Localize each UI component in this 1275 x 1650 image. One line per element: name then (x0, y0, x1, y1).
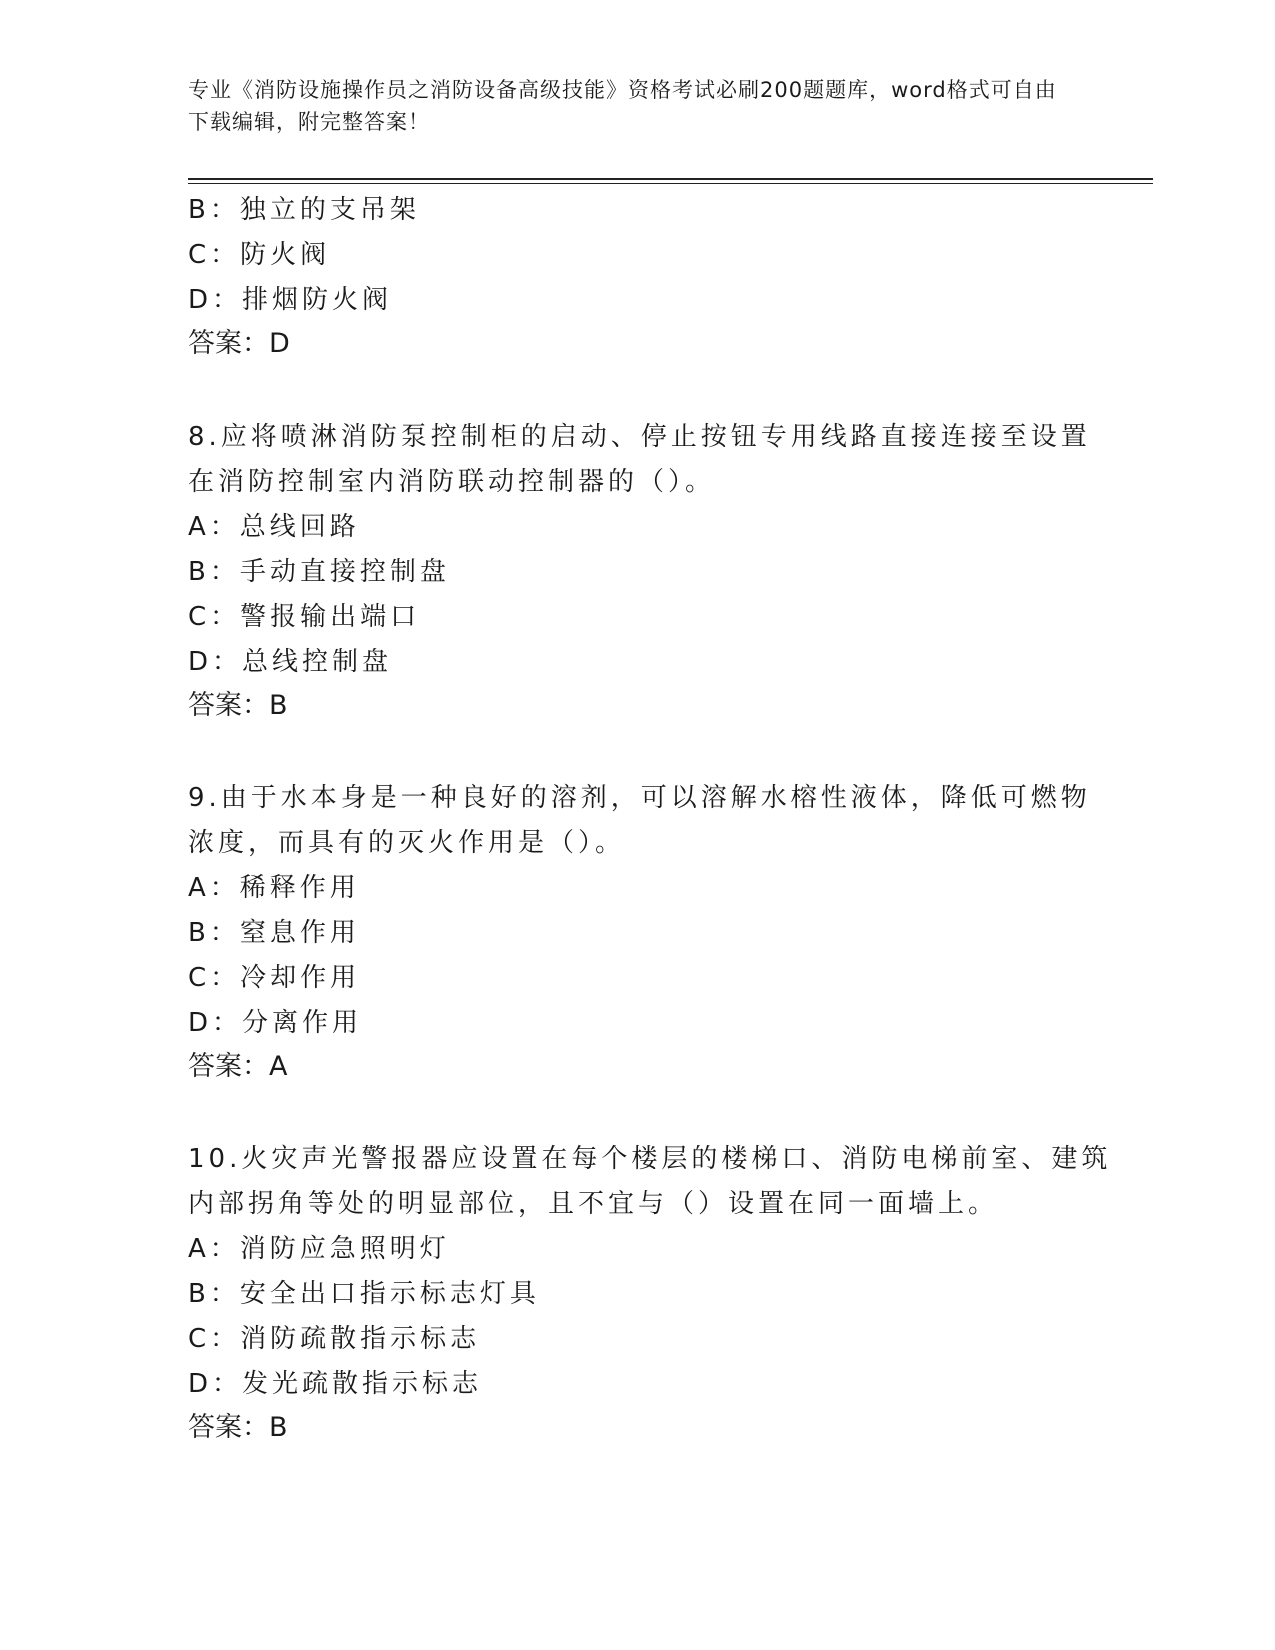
option-d: D：分离作用 (188, 1008, 363, 1038)
option-b: B：独立的支吊架 (188, 195, 420, 225)
question-9-text-cont: 浓度，而具有的灭火作用是（）。 (188, 828, 626, 858)
option-b: B：窒息作用 (188, 918, 360, 948)
answer: 答案：B (188, 690, 288, 721)
question-9-text: 9.由于水本身是一种良好的溶剂，可以溶解水榕性液体，降低可燃物 (188, 783, 1091, 813)
option-d: D：发光疏散指示标志 (188, 1369, 483, 1399)
option-a: A：稀释作用 (188, 873, 360, 903)
option-c: C：警报输出端口 (188, 602, 421, 632)
option-c: C：冷却作用 (188, 963, 361, 993)
question-10-text-cont: 内部拐角等处的明显部位，且不宜与（）设置在同一面墙上。 (188, 1189, 999, 1219)
option-c: C：消防疏散指示标志 (188, 1324, 481, 1354)
option-d: D：总线控制盘 (188, 647, 393, 677)
option-a: A：总线回路 (188, 512, 360, 542)
option-c: C：防火阀 (188, 240, 331, 270)
answer: 答案：B (188, 1412, 288, 1443)
question-8-text-cont: 在消防控制室内消防联动控制器的（）。 (188, 467, 716, 497)
question-8-text: 8.应将喷淋消防泵控制柜的启动、停止按钮专用线路直接连接至设置 (188, 422, 1091, 452)
answer: 答案：D (188, 328, 290, 359)
header-divider-thick (188, 178, 1153, 180)
document-header: 专业《消防设施操作员之消防设备高级技能》资格考试必刷200题题库，word格式可自由下载编辑，附完整答案！ (188, 78, 1057, 134)
option-b: B：安全出口指示标志灯具 (188, 1279, 540, 1309)
option-d: D：排烟防火阀 (188, 285, 393, 315)
option-b: B：手动直接控制盘 (188, 557, 450, 587)
option-a: A：消防应急照明灯 (188, 1234, 450, 1264)
answer: 答案：A (188, 1051, 288, 1082)
question-10-text: 10.火灾声光警报器应设置在每个楼层的楼梯口、消防电梯前室、建筑 (188, 1144, 1112, 1174)
header-divider-thin (188, 183, 1153, 184)
